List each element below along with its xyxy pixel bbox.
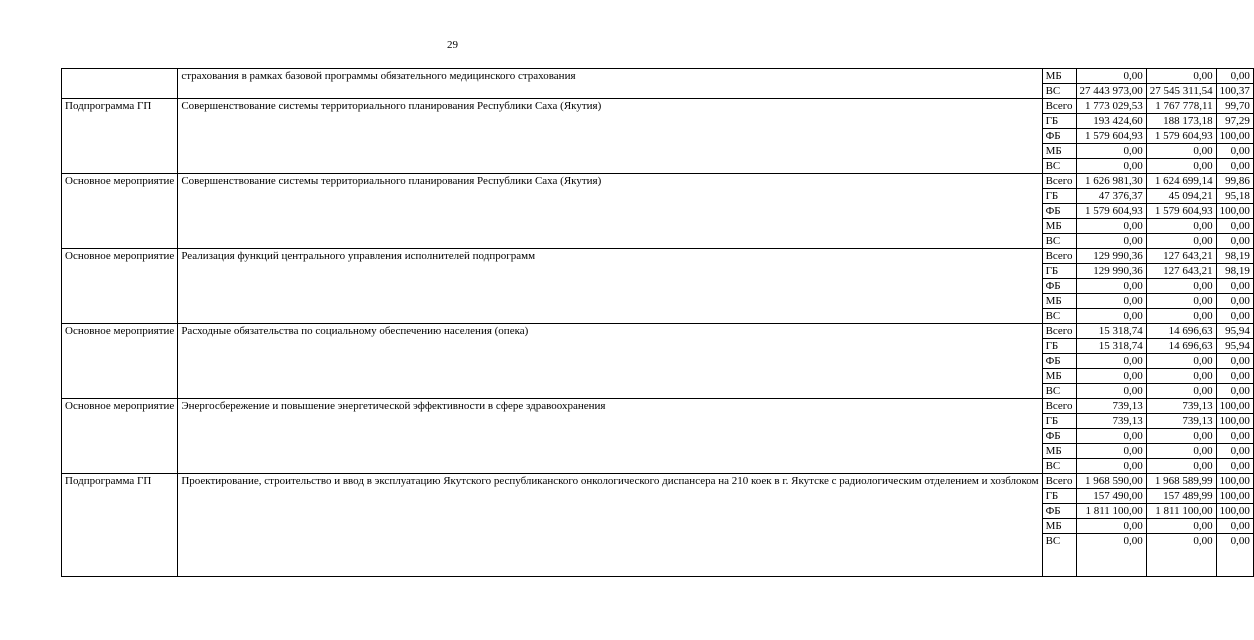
funding-source-cell: МБ [1042,294,1076,309]
planned-amount-cell: 157 490,00 [1076,489,1146,504]
planned-amount-cell: 129 990,36 [1076,249,1146,264]
funding-source-cell: ВС [1042,159,1076,174]
execution-percent-cell: 99,86 [1216,174,1253,189]
actual-amount-cell: 0,00 [1146,159,1216,174]
execution-percent-cell: 0,00 [1216,159,1253,174]
funding-source-cell: Всего [1042,324,1076,339]
actual-amount-cell: 1 579 604,93 [1146,129,1216,144]
item-name-cell: Совершенствование системы территориального планирования Республики Саха (Якутия) [178,99,1042,174]
actual-amount-cell: 0,00 [1146,519,1216,534]
actual-amount-cell: 157 489,99 [1146,489,1216,504]
funding-source-cell: ГБ [1042,414,1076,429]
planned-amount-cell: 0,00 [1076,444,1146,459]
execution-percent-cell: 0,00 [1216,444,1253,459]
funding-source-cell: МБ [1042,444,1076,459]
execution-percent-cell: 100,00 [1216,204,1253,219]
execution-percent-cell: 100,00 [1216,489,1253,504]
execution-percent-cell: 0,00 [1216,384,1253,399]
funding-source-cell: МБ [1042,144,1076,159]
planned-amount-cell: 739,13 [1076,414,1146,429]
item-type-cell [62,69,178,99]
execution-percent-cell: 0,00 [1216,279,1253,294]
planned-amount-cell: 129 990,36 [1076,264,1146,279]
actual-amount-cell: 0,00 [1146,384,1216,399]
actual-amount-cell: 0,00 [1146,429,1216,444]
funding-source-cell: Всего [1042,174,1076,189]
funding-source-cell: ВС [1042,384,1076,399]
execution-percent-cell: 100,00 [1216,129,1253,144]
planned-amount-cell: 0,00 [1076,384,1146,399]
planned-amount-cell: 0,00 [1076,234,1146,249]
funding-source-cell: ФБ [1042,354,1076,369]
actual-amount-cell: 1 767 778,11 [1146,99,1216,114]
execution-percent-cell: 98,19 [1216,249,1253,264]
execution-percent-cell: 99,70 [1216,99,1253,114]
planned-amount-cell: 0,00 [1076,519,1146,534]
budget-table-body [62,69,1254,577]
actual-amount-cell: 0,00 [1146,144,1216,159]
planned-amount-cell: 0,00 [1076,144,1146,159]
actual-amount-cell: 45 094,21 [1146,189,1216,204]
funding-source-cell: ФБ [1042,204,1076,219]
funding-source-cell: Всего [1042,474,1076,489]
execution-percent-cell: 0,00 [1216,354,1253,369]
planned-amount-cell: 0,00 [1076,369,1146,384]
execution-percent-cell: 0,00 [1216,69,1253,84]
item-name-cell: страхования в рамках базовой программы обязательного медицинского страхования [178,69,1042,99]
item-name-cell: Проектирование, строительство и ввод в эксплуатацию Якутского республиканского онкологического диспансера на 210 коек в г. Якутске с радиологическим отделением и хозблоком [178,474,1042,577]
execution-percent-cell: 98,19 [1216,264,1253,279]
planned-amount-cell: 47 376,37 [1076,189,1146,204]
funding-source-cell: ВС [1042,534,1076,577]
actual-amount-cell: 188 173,18 [1146,114,1216,129]
table-row [62,99,1254,114]
funding-source-cell: ФБ [1042,129,1076,144]
funding-source-cell: МБ [1042,69,1076,84]
actual-amount-cell: 0,00 [1146,309,1216,324]
planned-amount-cell: 15 318,74 [1076,339,1146,354]
planned-amount-cell: 0,00 [1076,159,1146,174]
planned-amount-cell: 0,00 [1076,354,1146,369]
item-type-cell: Основное мероприятие [62,324,178,399]
actual-amount-cell: 127 643,21 [1146,249,1216,264]
execution-percent-cell: 0,00 [1216,459,1253,474]
table-row [62,399,1254,414]
execution-percent-cell: 100,00 [1216,504,1253,519]
table-row [62,69,1254,84]
actual-amount-cell: 27 545 311,54 [1146,84,1216,99]
funding-source-cell: Всего [1042,399,1076,414]
planned-amount-cell: 0,00 [1076,309,1146,324]
funding-source-cell: ВС [1042,309,1076,324]
execution-percent-cell: 95,94 [1216,324,1253,339]
actual-amount-cell: 1 579 604,93 [1146,204,1216,219]
funding-source-cell: ВС [1042,84,1076,99]
funding-source-cell: ГБ [1042,489,1076,504]
actual-amount-cell: 739,13 [1146,399,1216,414]
execution-percent-cell: 95,18 [1216,189,1253,204]
planned-amount-cell: 193 424,60 [1076,114,1146,129]
funding-source-cell: ФБ [1042,279,1076,294]
planned-amount-cell: 739,13 [1076,399,1146,414]
planned-amount-cell: 0,00 [1076,294,1146,309]
execution-percent-cell: 100,00 [1216,474,1253,489]
table-row [62,324,1254,339]
planned-amount-cell: 1 968 590,00 [1076,474,1146,489]
execution-percent-cell: 0,00 [1216,234,1253,249]
execution-percent-cell: 0,00 [1216,534,1253,577]
funding-source-cell: ФБ [1042,504,1076,519]
item-type-cell: Подпрограмма ГП [62,99,178,174]
execution-percent-cell: 0,00 [1216,294,1253,309]
funding-source-cell: МБ [1042,219,1076,234]
funding-source-cell: ГБ [1042,339,1076,354]
planned-amount-cell: 15 318,74 [1076,324,1146,339]
item-name-cell: Энергосбережение и повышение энергетической эффективности в сфере здравоохранения [178,399,1042,474]
funding-source-cell: МБ [1042,519,1076,534]
actual-amount-cell: 0,00 [1146,279,1216,294]
actual-amount-cell: 0,00 [1146,69,1216,84]
item-type-cell: Основное мероприятие [62,249,178,324]
planned-amount-cell: 0,00 [1076,534,1146,577]
actual-amount-cell: 14 696,63 [1146,339,1216,354]
execution-percent-cell: 95,94 [1216,339,1253,354]
execution-percent-cell: 97,29 [1216,114,1253,129]
planned-amount-cell: 0,00 [1076,219,1146,234]
table-row [62,174,1254,189]
planned-amount-cell: 27 443 973,00 [1076,84,1146,99]
actual-amount-cell: 0,00 [1146,369,1216,384]
actual-amount-cell: 0,00 [1146,294,1216,309]
item-name-cell: Совершенствование системы территориального планирования Республики Саха (Якутия) [178,174,1042,249]
actual-amount-cell: 0,00 [1146,444,1216,459]
actual-amount-cell: 0,00 [1146,459,1216,474]
funding-source-cell: ГБ [1042,264,1076,279]
planned-amount-cell: 1 811 100,00 [1076,504,1146,519]
planned-amount-cell: 1 579 604,93 [1076,204,1146,219]
item-type-cell: Основное мероприятие [62,399,178,474]
actual-amount-cell: 1 624 699,14 [1146,174,1216,189]
planned-amount-cell: 0,00 [1076,69,1146,84]
item-name-cell: Реализация функций центрального управления исполнителей подпрограмм [178,249,1042,324]
actual-amount-cell: 739,13 [1146,414,1216,429]
table-row [62,474,1254,489]
planned-amount-cell: 1 773 029,53 [1076,99,1146,114]
funding-source-cell: ВС [1042,459,1076,474]
funding-source-cell: Всего [1042,99,1076,114]
table-row [62,249,1254,264]
execution-percent-cell: 0,00 [1216,429,1253,444]
funding-source-cell: ГБ [1042,114,1076,129]
actual-amount-cell: 1 968 589,99 [1146,474,1216,489]
item-type-cell: Основное мероприятие [62,174,178,249]
funding-source-cell: ФБ [1042,429,1076,444]
funding-source-cell: ВС [1042,234,1076,249]
actual-amount-cell: 0,00 [1146,234,1216,249]
planned-amount-cell: 1 579 604,93 [1076,129,1146,144]
execution-percent-cell: 0,00 [1216,144,1253,159]
actual-amount-cell: 0,00 [1146,219,1216,234]
execution-percent-cell: 0,00 [1216,309,1253,324]
execution-percent-cell: 100,00 [1216,414,1253,429]
execution-percent-cell: 0,00 [1216,219,1253,234]
funding-source-cell: ГБ [1042,189,1076,204]
execution-percent-cell: 100,37 [1216,84,1253,99]
item-type-cell: Подпрограмма ГП [62,474,178,577]
funding-source-cell: МБ [1042,369,1076,384]
funding-source-cell: Всего [1042,249,1076,264]
planned-amount-cell: 0,00 [1076,429,1146,444]
planned-amount-cell: 0,00 [1076,459,1146,474]
planned-amount-cell: 1 626 981,30 [1076,174,1146,189]
execution-percent-cell: 0,00 [1216,519,1253,534]
planned-amount-cell: 0,00 [1076,279,1146,294]
actual-amount-cell: 1 811 100,00 [1146,504,1216,519]
execution-percent-cell: 100,00 [1216,399,1253,414]
actual-amount-cell: 127 643,21 [1146,264,1216,279]
execution-percent-cell: 0,00 [1216,369,1253,384]
item-name-cell: Расходные обязательства по социальному обеспечению населения (опека) [178,324,1042,399]
actual-amount-cell: 0,00 [1146,354,1216,369]
page-number: 29 [447,39,458,51]
actual-amount-cell: 14 696,63 [1146,324,1216,339]
actual-amount-cell: 0,00 [1146,534,1216,577]
budget-table [61,68,1254,577]
